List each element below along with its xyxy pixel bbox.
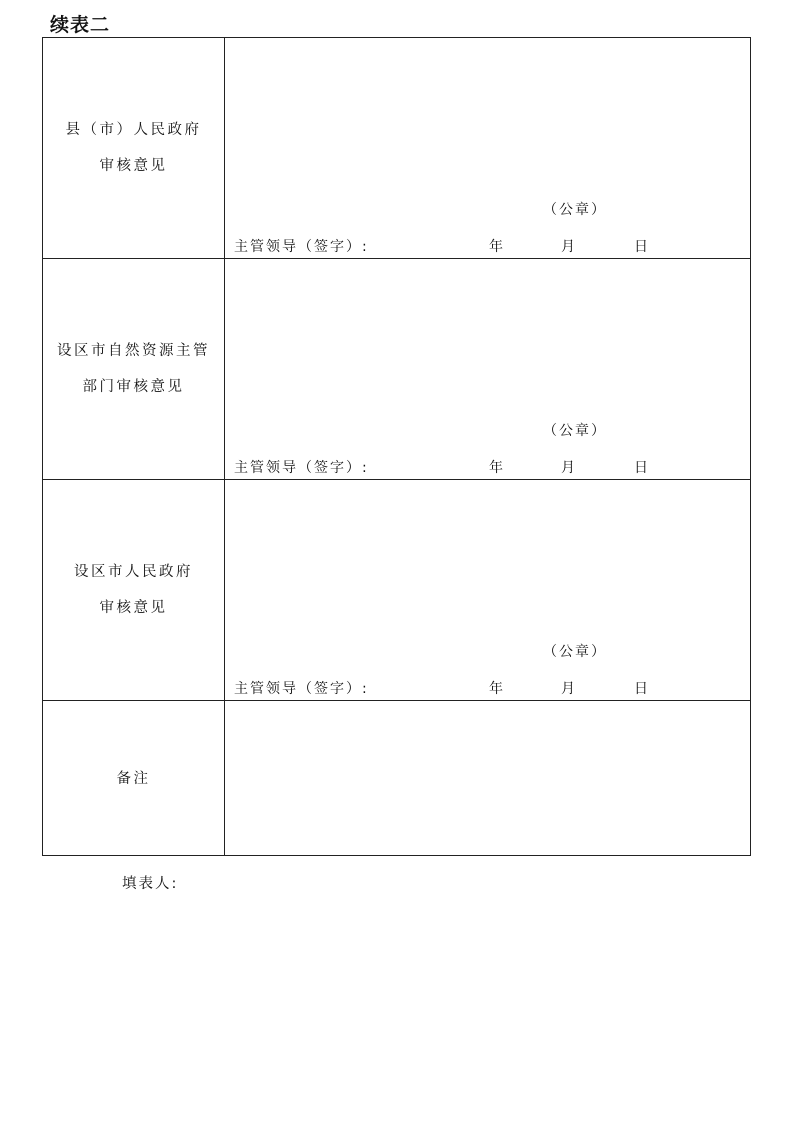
row-label-line: 审核意见 — [99, 600, 168, 616]
signer-label: 主管领导（签字）: — [234, 681, 369, 697]
opinion-field[interactable] — [225, 38, 750, 258]
official-seal-label: （公章） — [543, 644, 607, 660]
official-seal-label: （公章） — [543, 423, 607, 439]
row-label-line: 设区市自然资源主管 — [57, 343, 210, 359]
review-form-table — [42, 37, 751, 856]
form-filler-label: 填表人: — [122, 876, 179, 892]
row-label-line: 设区市人民政府 — [74, 564, 193, 580]
date-month-label: 月 — [561, 681, 575, 697]
date-year-label: 年 — [489, 239, 503, 255]
city-government-review-row — [43, 480, 750, 701]
city-natural-resources-review-row — [43, 259, 750, 480]
row-label-cell — [43, 38, 225, 258]
row-label-line: 县（市）人民政府 — [65, 122, 202, 138]
date-day-label: 日 — [634, 681, 648, 697]
page-title: 续表二 — [50, 14, 111, 36]
remarks-label: 备注 — [116, 770, 151, 787]
opinion-field[interactable] — [225, 259, 750, 479]
row-label-cell — [43, 480, 225, 700]
date-day-label: 日 — [634, 460, 648, 476]
remarks-field[interactable] — [225, 701, 750, 856]
opinion-field[interactable] — [225, 480, 750, 700]
remarks-row — [43, 701, 750, 856]
date-month-label: 月 — [561, 460, 575, 476]
date-day-label: 日 — [634, 239, 648, 255]
row-label-line: 部门审核意见 — [82, 379, 185, 395]
date-year-label: 年 — [489, 460, 503, 476]
row-label-line: 审核意见 — [99, 158, 168, 174]
signer-label: 主管领导（签字）: — [234, 460, 369, 476]
date-month-label: 月 — [561, 239, 575, 255]
official-seal-label: （公章） — [543, 202, 607, 218]
row-label-cell — [43, 701, 225, 856]
signer-label: 主管领导（签字）: — [234, 239, 369, 255]
county-government-review-row — [43, 38, 750, 259]
row-label-cell — [43, 259, 225, 479]
date-year-label: 年 — [489, 681, 503, 697]
